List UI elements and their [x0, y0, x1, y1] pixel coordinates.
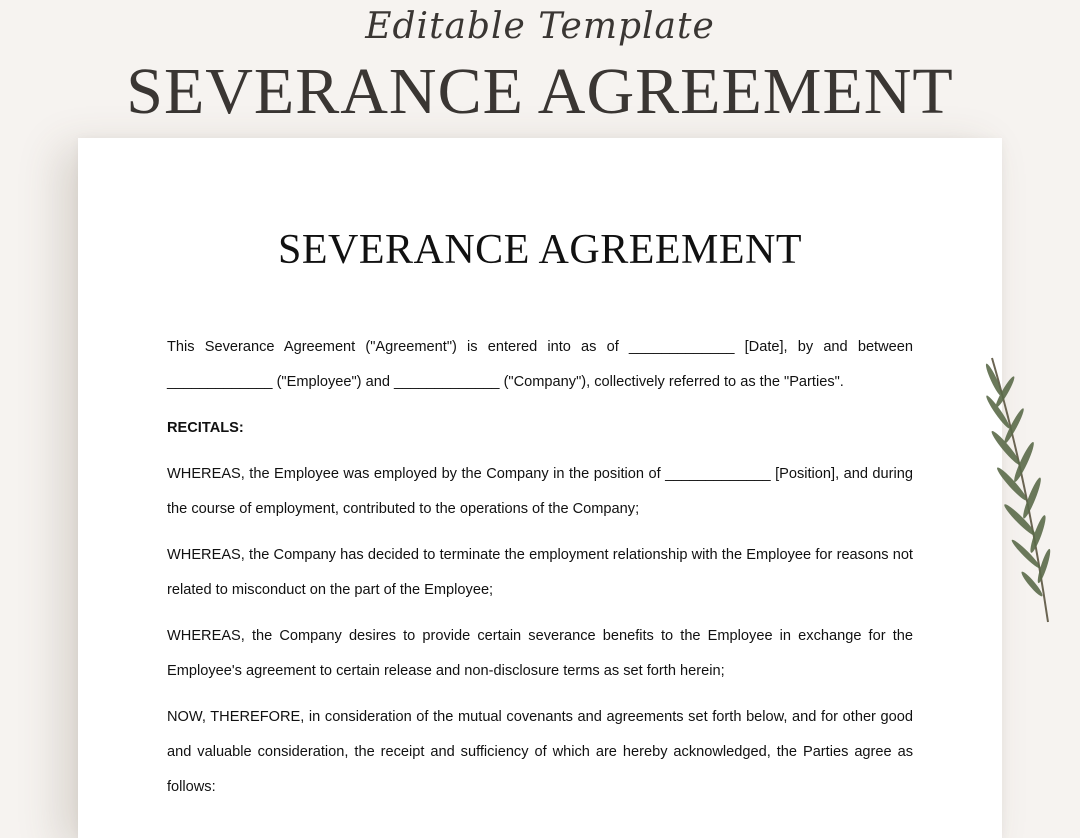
rosemary-sprig-icon — [972, 350, 1072, 640]
now-therefore-paragraph: NOW, THEREFORE, in consideration of the mutual covenants and agreements set forth below, and for other good and valuable consideration, the receipt and sufficiency of which are hereby acknowledged, the Parties agree as follows: — [167, 709, 913, 795]
banner-title: SEVERANCE AGREEMENT — [126, 55, 954, 128]
intro-paragraph: This Severance Agreement ("Agreement") is entered into as of _____________ [Date], by and between _____________ ("Employee") and _____________ ("Company"), collectively referred to as the "Parties". — [167, 339, 913, 390]
document-body — [167, 330, 913, 816]
whereas-paragraph-3: WHEREAS, the Company desires to provide certain severance benefits to the Employee in exchange for the Employee's agreement to certain release and non-disclosure terms as set forth herein; — [167, 628, 913, 679]
whereas-paragraph-2: WHEREAS, the Company has decided to terminate the employment relationship with the Employee for reasons not related to misconduct on the part of the Employee; — [167, 547, 913, 598]
whereas-paragraph-1: WHEREAS, the Employee was employed by the Company in the position of _____________ [Position], and during the course of employment, contributed to the operations of the Company; — [167, 466, 913, 517]
document-title: SEVERANCE AGREEMENT — [278, 227, 802, 273]
document-page — [78, 138, 1002, 838]
banner-script-subtitle: Editable Template — [365, 6, 715, 47]
recitals-heading: RECITALS: — [167, 420, 244, 436]
